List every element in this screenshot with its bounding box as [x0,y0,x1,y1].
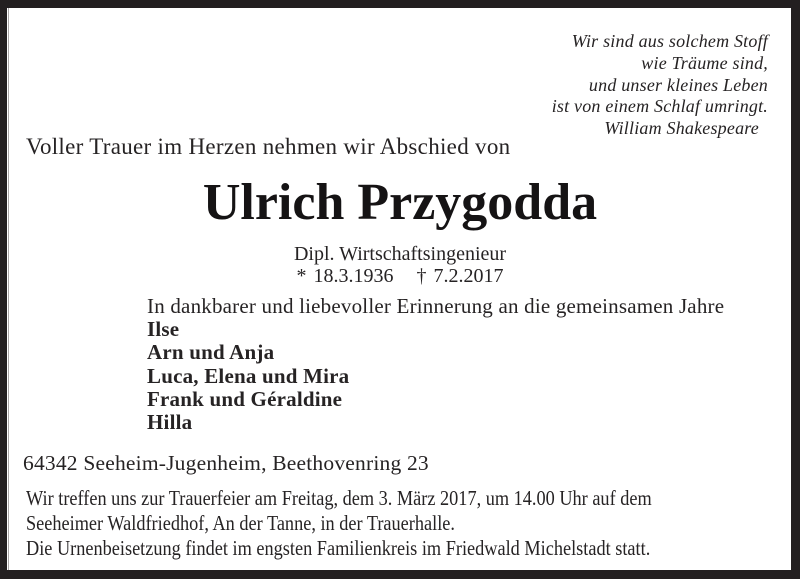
funeral-details [26,486,757,562]
farewell-intro-line: Voller Trauer im Herzen nehmen wir Abschied von [26,134,511,159]
birth-symbol: * [296,265,307,287]
epigraph-quote [552,31,768,140]
death-symbol: † [416,265,427,287]
mourner-name: Frank und Géraldine [147,386,343,411]
mourner-name: Ilse [147,317,180,342]
quote-line: wie Träume sind, [641,52,768,73]
life-dates [0,264,800,288]
death-date-group [417,264,504,288]
quote-line: ist von einem Schlaf umringt. [551,96,768,117]
address-line: 64342 Seeheim-Jugenheim, Beethovenring 23 [23,451,429,475]
remembrance-block [147,295,724,434]
mourner-name: Luca, Elena und Mira [147,363,350,388]
remembrance-intro: In dankbarer und liebevoller Erinnerung an die gemeinsamen Jahre [147,294,725,318]
quote-line: Wir sind aus solchem Stoff [571,31,768,51]
mourner-name: Hilla [147,410,193,435]
birth-date: 18.3.1936 [313,265,394,287]
funeral-line: Seeheimer Waldfriedhof, An der Tanne, in der Trauerhalle. [26,511,455,536]
death-date: 7.2.2017 [433,265,504,287]
mourner-names [147,318,724,434]
deceased-name: Ulrich Przygodda [202,174,598,231]
funeral-line: Wir treffen uns zur Trauerfeier am Freitag, dem 3. März 2017, um 14.00 Uhr auf dem [26,486,652,510]
deceased-profession: Dipl. Wirtschaftsingenieur [293,243,507,265]
mourner-name: Arn und Anja [147,340,275,365]
funeral-line: Die Urnenbeisetzung findet im engsten Familienkreis im Friedwald Michelstadt statt. [26,536,651,561]
quote-line: und unser kleines Leben [588,74,768,95]
quote-attribution: William Shakespeare [604,118,759,139]
birth-date-group [297,264,394,288]
scan-artifact-line [8,8,9,570]
